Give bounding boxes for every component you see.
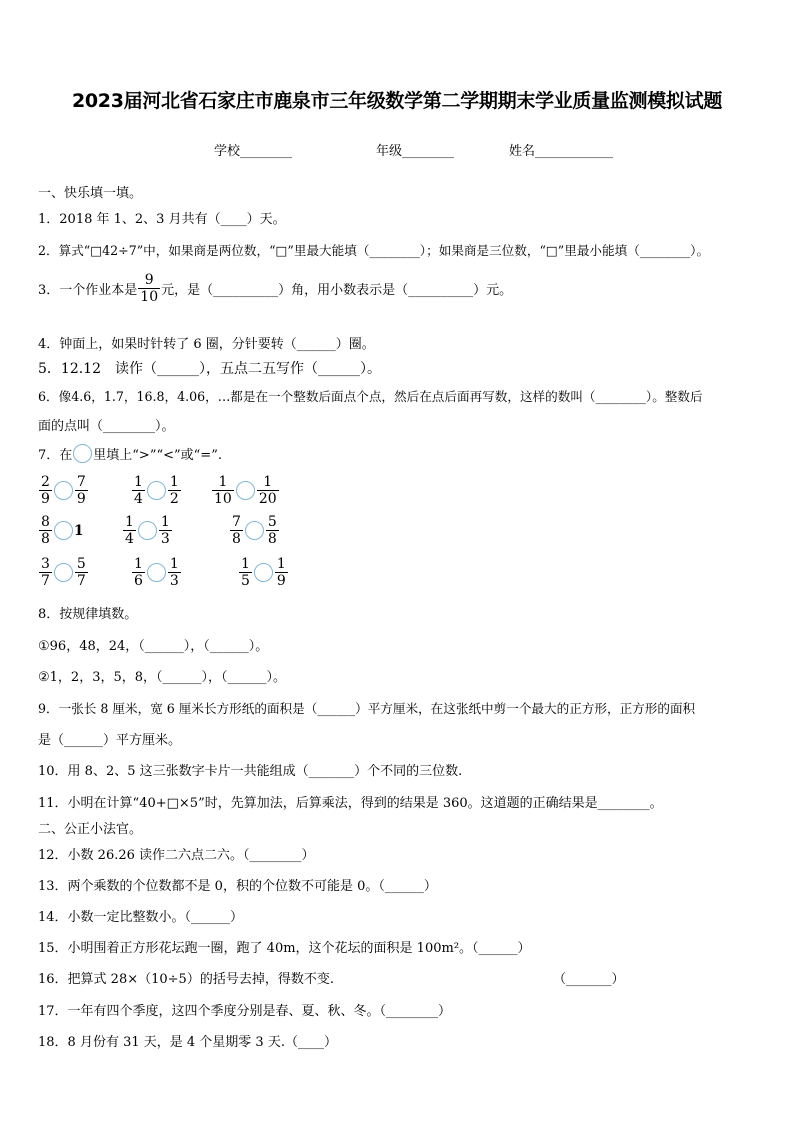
compare-circle-icon[interactable] — [54, 481, 73, 500]
compare-circle-icon[interactable] — [245, 521, 264, 540]
grade-field: 年级________ — [376, 144, 455, 159]
fraction — [138, 272, 160, 305]
question-16-answer: （_______） — [553, 972, 625, 987]
question-9-line-2: 是（______）平方厘米。 — [38, 733, 182, 748]
name-field: 姓名____________ — [509, 144, 614, 159]
compare-circle-icon[interactable] — [147, 563, 166, 582]
compare-item: $\frac{1}{4}$ $\frac{1}{2}$ — [134, 474, 179, 507]
compare-item: $\frac{2}{9}$ $\frac{7}{9}$ — [41, 474, 86, 507]
question-16: 16．把算式 28×（10÷5）的括号去掉，得数不变. — [38, 972, 334, 987]
compare-circle-icon — [73, 444, 92, 463]
school-field: 学校________ — [214, 144, 293, 159]
question-10: 10．用 8、2、5 这三张数字卡片一共能组成（_______）个不同的三位数. — [38, 764, 463, 779]
question-3-suffix: 元，是（__________）角，用小数表示是（__________）元。 — [161, 283, 513, 298]
compare-item: $\frac{1}{6}$ $\frac{1}{3}$ — [134, 556, 179, 589]
question-8: 8．按规律填数。 — [38, 607, 138, 622]
compare-item: $\frac{1}{5}$ $\frac{1}{9}$ — [241, 556, 286, 589]
section-2-heading: 二、公正小法官。 — [38, 822, 143, 837]
compare-circle-icon[interactable] — [147, 481, 166, 500]
question-8-part-2: ②1，2，3，5，8，（______），（______）。 — [38, 670, 287, 685]
compare-circle-icon[interactable] — [236, 481, 255, 500]
question-4: 4．钟面上，如果时针转了 6 圈，分针要转（______）圈。 — [38, 337, 375, 352]
compare-circle-icon[interactable] — [54, 563, 73, 582]
compare-item: $\frac{1}{4}$ $\frac{1}{3}$ — [125, 514, 170, 547]
numerator: 9 — [144, 272, 154, 288]
question-17: 17．一年有四个季度，这四个季度分别是春、夏、秋、冬。（________） — [38, 1004, 452, 1019]
question-18: 18．8 月份有 31 天，是 4 个星期零 3 天.（____） — [38, 1035, 337, 1050]
compare-item: $\frac{7}{8}$ $\frac{5}{8}$ — [232, 514, 277, 547]
page-title: 2023届河北省石家庄市鹿泉市三年级数学第二学期期末学业质量监测模拟试题 — [71, 90, 723, 112]
question-3 — [38, 272, 512, 305]
question-7-prefix: 7．在 — [38, 448, 73, 463]
question-1: 1．2018 年 1、2、3 月共有（____）天。 — [38, 212, 286, 227]
question-15: 15．小明围着正方形花坛跑一圈，跑了 40m，这个花坛的面积是 100m²。（______） — [38, 941, 531, 956]
section-1-heading: 一、快乐填一填。 — [38, 186, 143, 201]
question-11: 11．小明在计算“40+□×5”时，先算加法，后算乘法，得到的结果是 360。这道题的正确结果是________。 — [38, 796, 663, 811]
compare-item: $\frac{1}{10}$ $\frac{1}{20}$ — [214, 474, 277, 507]
question-3-prefix: 3．一个作业本是 — [38, 283, 138, 298]
compare-circle-icon[interactable] — [54, 521, 73, 540]
question-8-part-1: ①96，48，24，（______），（______）。 — [38, 639, 269, 654]
question-13: 13．两个乘数的个位数都不是 0，积的个位数不可能是 0。（______） — [38, 879, 437, 894]
question-5: 5．12.12 读作（______），五点二五写作（______）。 — [38, 361, 381, 377]
question-6-line-1: 6．像4.6，1.7，16.8，4.06，…都是在一个整数后面点个点，然后在点后面再写数，这样的数叫（________）。整数后 — [38, 389, 703, 404]
compare-item: $\frac{3}{7}$ $\frac{5}{7}$ — [41, 556, 86, 589]
compare-circle-icon[interactable] — [138, 521, 157, 540]
question-7-suffix: 里填上“>”“<”或“=”. — [93, 448, 222, 463]
question-9-line-1: 9．一张长 8 厘米，宽 6 厘米长方形纸的面积是（______）平方厘米，在这张纸中剪一个最大的正方形，正方形的面积 — [38, 701, 696, 716]
question-7 — [38, 444, 222, 463]
question-2: 2．算式“□42÷7”中，如果商是两位数，“□”里最大能填（________）；如果商是三位数，“□”里最小能填（________）。 — [38, 243, 710, 258]
compare-circle-icon[interactable] — [254, 563, 273, 582]
compare-item: $\frac{8}{8}$ 1 — [41, 514, 84, 547]
denominator: 10 — [140, 289, 159, 305]
question-6-line-2: 面的点叫（________）。 — [38, 419, 175, 434]
question-14: 14．小数一定比整数小。（______） — [38, 910, 244, 925]
question-12: 12．小数 26.26 读作二六点二六。（________） — [38, 848, 315, 863]
